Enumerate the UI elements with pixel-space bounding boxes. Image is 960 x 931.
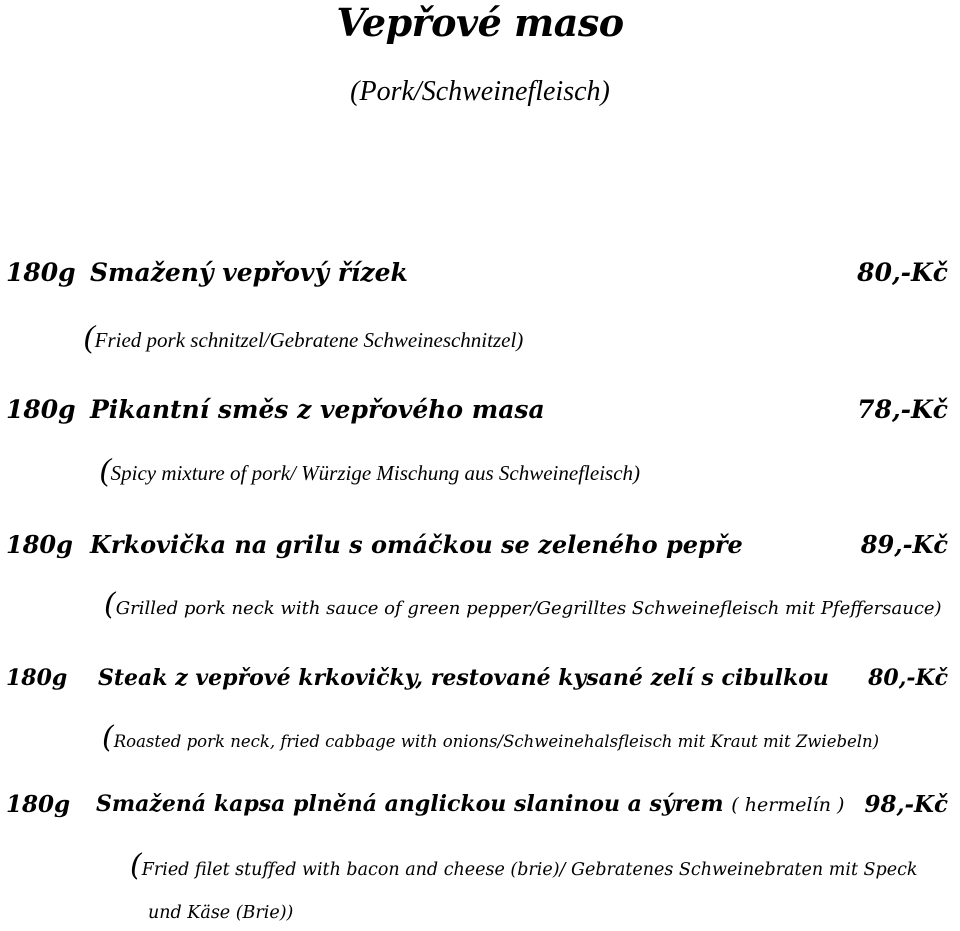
item-name: [96, 791, 844, 817]
item-price: 89,-Kč: [860, 530, 948, 559]
description-text: Grilled pork neck with sauce of green pepper/Gegrilltes Schweinefleisch mit Pfeffersauce): [115, 598, 942, 619]
item-description: [130, 848, 918, 883]
item-name: Pikantní směs z vepřového masa: [90, 395, 545, 424]
item-name: Steak z vepřové krkovičky, restované kysané zelí s cibulkou: [98, 665, 829, 691]
description-open-paren: (: [84, 318, 95, 354]
item-weight: 180g: [6, 791, 71, 818]
description-text: Fried filet stuffed with bacon and cheese (brie)/ Gebratenes Schweinebraten mit Speck: [141, 860, 918, 880]
description-open-paren: (: [104, 587, 116, 622]
item-name: Krkovička na grilu s omáčkou se zeleného pepře: [90, 530, 743, 559]
item-price: 98,-Kč: [864, 791, 948, 818]
item-description: [100, 451, 640, 488]
page-title: Vepřové maso: [336, 0, 624, 45]
item-price: 80,-Kč: [857, 258, 948, 287]
item-name-text: Smažená kapsa plněná anglickou slaninou a sýrem: [96, 791, 724, 817]
description-text: Spicy mixture of pork/ Würzige Mischung aus Schweinefleisch): [110, 461, 641, 485]
description-open-paren: (: [130, 848, 142, 883]
description-text: Roasted pork neck, fried cabbage with onions/Schweinehalsfleisch mit Kraut mit Zwiebeln): [113, 732, 880, 751]
item-weight: 180g: [6, 395, 76, 424]
item-name-note: ( hermelín ): [731, 794, 845, 816]
item-weight: 180g: [6, 530, 73, 559]
description-open-paren: (: [102, 720, 114, 755]
item-weight: 180g: [6, 665, 68, 691]
item-description: [104, 587, 942, 622]
description-text: Fried pork schnitzel/Gebratene Schweineschnitzel): [94, 328, 524, 352]
item-weight: 180g: [6, 258, 76, 287]
item-description: [84, 318, 523, 355]
item-description-continued: und Käse (Brie)): [148, 903, 294, 923]
description-open-paren: (: [100, 451, 111, 487]
item-description: [102, 720, 879, 755]
item-name: Smažený vepřový řízek: [90, 258, 408, 287]
item-price: 78,-Kč: [857, 395, 948, 424]
page-subtitle: (Pork/Schweinefleisch): [350, 76, 610, 107]
item-price: 80,-Kč: [868, 665, 948, 691]
